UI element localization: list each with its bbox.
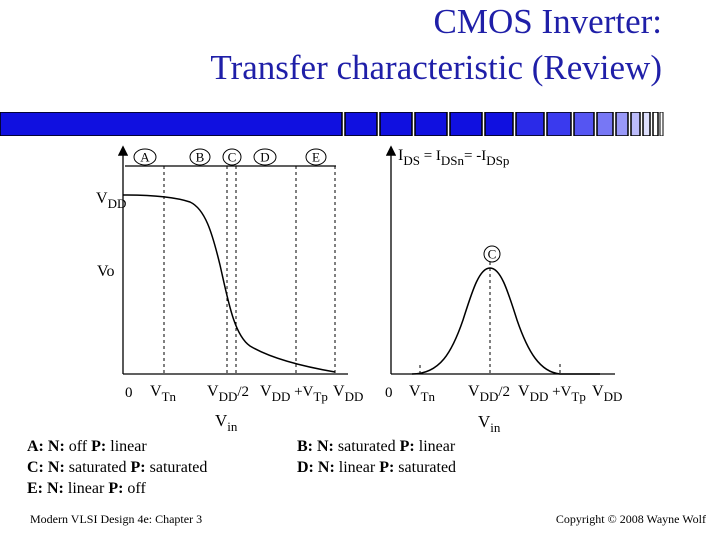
svg-text:VTn [409, 383, 436, 404]
svg-text:Vin [215, 411, 238, 434]
right-tick-vdd-sub: DD [603, 389, 623, 404]
right-tick-vtn-sub: Tn [420, 389, 436, 404]
vdd-label: V [96, 190, 108, 207]
region-a: A [140, 149, 150, 165]
region-c: C [227, 149, 237, 165]
region-e: E [312, 149, 320, 165]
slide-title-line2: Transfer characteristic (Review) [210, 48, 662, 87]
left-tick-vtn: V [150, 383, 162, 400]
ids-eq: = I [419, 148, 441, 164]
current-curve [412, 268, 600, 374]
vtc-curve [123, 195, 335, 372]
ids-label-sub: DS [403, 153, 420, 168]
region-b: B [195, 149, 205, 165]
note-d: D: N: linear P: saturated [297, 459, 457, 476]
left-tick-vddvtp-tail: +V [290, 384, 314, 400]
left-tick-vdd2: V [207, 383, 219, 400]
right-tick-vtn: V [409, 383, 421, 400]
right-tick-tp-sub: Tp [571, 389, 586, 404]
right-tick-vdd2: V [468, 383, 480, 400]
left-x-label: V [215, 411, 228, 430]
right-x-label: V [478, 412, 491, 431]
svg-text:VDD [592, 383, 622, 404]
svg-text:IDS = IDSn= -IDSp [398, 147, 509, 168]
note-b: B: N: saturated P: linear [297, 438, 456, 455]
left-tick-vdd-sub: DD [344, 389, 364, 404]
note-a: A: N: off P: linear [27, 438, 147, 455]
right-tick-vddvtp-tail: +V [548, 384, 572, 400]
left-origin: 0 [125, 385, 133, 401]
left-x-label-sub: in [227, 419, 238, 434]
note-e: E: N: linear P: off [27, 480, 146, 497]
right-origin: 0 [385, 385, 393, 401]
svg-text:VDD +VTp [518, 383, 586, 404]
vdd-label-sub: DD [107, 196, 127, 211]
right-tick-vddvtp: V [518, 383, 530, 400]
svg-text:VDD/2 [207, 383, 249, 404]
peak-label: C [487, 246, 497, 262]
svg-text:VDD [333, 383, 363, 404]
notes-left [27, 436, 207, 499]
note-c: C: N: saturated P: saturated [27, 459, 208, 476]
region-markers [134, 149, 326, 165]
left-tick-vtn-sub: Tn [161, 389, 177, 404]
left-tick-vdd2-tail: /2 [237, 384, 250, 400]
svg-text:VTn [150, 383, 177, 404]
slide-title-line1: CMOS Inverter: [433, 2, 662, 41]
right-plot [385, 147, 622, 435]
left-tick-vdd: V [333, 383, 345, 400]
ids-eq2: = -I [464, 148, 487, 164]
right-x-label-sub: in [490, 420, 501, 435]
notes-right [297, 436, 456, 478]
idsp-sub: DSp [486, 153, 510, 168]
transfer-characteristic-figure [0, 138, 720, 438]
left-tick-vddvtp-sub: DD [271, 389, 291, 404]
left-plot [96, 148, 363, 434]
left-tick-vddvtp: V [260, 383, 272, 400]
footer-right: Copyright © 2008 Wayne Wolf [555, 512, 706, 526]
vo-label: Vo [97, 263, 115, 280]
right-tick-vddvtp-sub: DD [529, 389, 549, 404]
right-tick-vdd2-tail: /2 [498, 384, 511, 400]
region-d: D [260, 149, 270, 165]
left-tick-tp-sub: Tp [313, 389, 328, 404]
svg-text:VDD [96, 190, 126, 211]
ids-label: I [398, 147, 404, 164]
svg-text:VDD +VTp [260, 383, 328, 404]
right-tick-vdd: V [592, 383, 604, 400]
decorative-block-bar [0, 112, 665, 136]
svg-text:VDD/2 [468, 383, 510, 404]
left-tick-vdd2-sub: DD [218, 389, 238, 404]
right-tick-vdd2-sub: DD [479, 389, 499, 404]
idsn-sub: DSn [440, 153, 465, 168]
svg-text:Vin [478, 412, 501, 435]
footer-left: Modern VLSI Design 4e: Chapter 3 [30, 512, 203, 526]
